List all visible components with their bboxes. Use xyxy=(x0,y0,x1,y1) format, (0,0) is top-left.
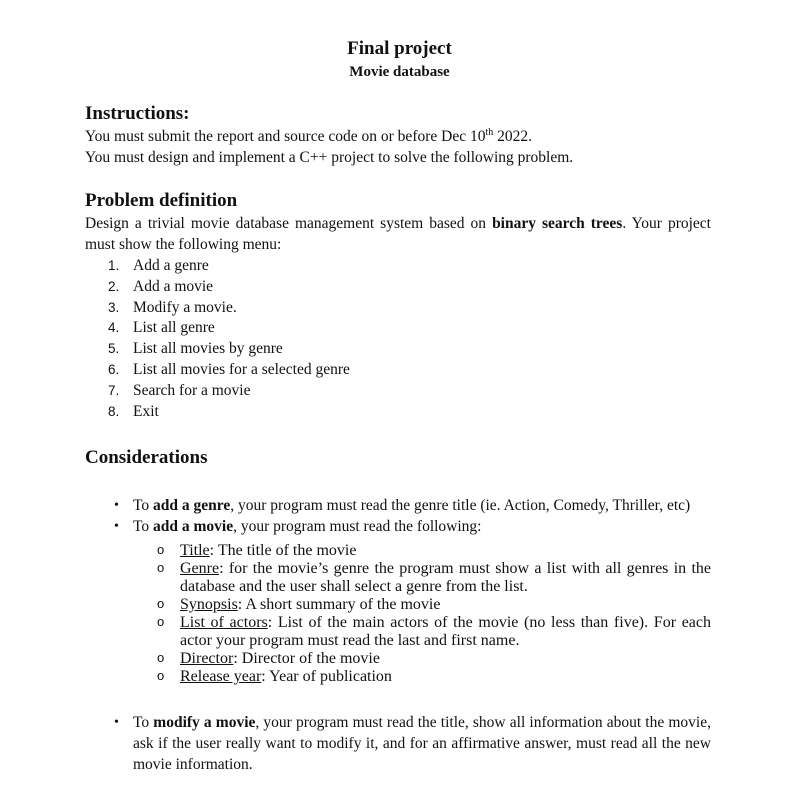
menu-item-label: Exit xyxy=(133,402,159,420)
bullet-icon: • xyxy=(114,498,119,513)
document-subtitle: Movie database xyxy=(349,64,450,80)
consideration-add-movie xyxy=(110,516,711,537)
menu-item-label: List all genre xyxy=(133,319,215,337)
menu-item-number: 7. xyxy=(108,382,120,398)
menu-item xyxy=(104,277,350,298)
consideration-modify-movie xyxy=(110,712,711,775)
problem-text xyxy=(85,213,711,255)
movie-field-text: : A short summary of the movie xyxy=(237,596,441,613)
consideration-text: , your program must read the genre title (ie. Action, Comedy, Thriller, etc) xyxy=(230,497,691,514)
considerations-list xyxy=(110,495,711,537)
sub-bullet-icon: o xyxy=(157,614,165,629)
movie-field xyxy=(156,650,711,668)
instructions-line-1-year: 2022. xyxy=(493,128,533,145)
sub-bullet-icon: o xyxy=(157,650,165,665)
menu-item xyxy=(104,256,350,277)
menu-item-number: 1. xyxy=(108,258,120,273)
consideration-text: To xyxy=(133,497,154,514)
ordinal-suffix: th xyxy=(485,126,494,138)
sub-bullet-icon: o xyxy=(157,542,165,557)
problem-text-start: Design a trivial movie database management system based on xyxy=(85,215,493,232)
consideration-text: , your program must read the following: xyxy=(233,518,482,535)
menu-item-label: Add a genre xyxy=(133,257,209,274)
document-title: Final project xyxy=(347,38,452,59)
menu-item xyxy=(104,360,350,381)
consideration-bold: add a movie xyxy=(153,518,234,535)
movie-field-text: : Year of publication xyxy=(261,668,392,685)
problem-text-bold: binary search trees xyxy=(492,215,623,232)
instructions-heading: Instructions: xyxy=(85,103,190,124)
consideration-add-genre xyxy=(110,495,711,516)
instructions-line-1 xyxy=(85,126,532,147)
movie-field xyxy=(156,560,711,596)
movie-field xyxy=(156,668,711,686)
considerations-heading: Considerations xyxy=(85,447,208,468)
menu-item-label: List all movies by genre xyxy=(133,340,283,358)
menu-item-number: 6. xyxy=(108,361,120,377)
menu-item-number: 3. xyxy=(108,299,120,315)
instructions-line-2: You must design and implement a C++ project to solve the following problem. xyxy=(85,149,574,166)
movie-field-term: Synopsis xyxy=(180,596,238,613)
menu-item-label: Add a movie xyxy=(133,277,214,295)
movie-field-text: : List of the main actors of the movie (no less than five). For each actor your program must read the last and first name. xyxy=(180,614,711,649)
movie-field xyxy=(156,596,711,614)
movie-field-term: List of actors xyxy=(180,614,268,631)
menu-item xyxy=(104,318,350,339)
movie-field-text: : for the movie’s genre the program must show a list with all genres in the database and the user shall select a genre from the list. xyxy=(180,560,711,595)
movie-field xyxy=(156,542,711,560)
sub-bullet-icon: o xyxy=(157,596,165,611)
consideration-bold: modify a movie xyxy=(153,714,256,731)
sub-bullet-icon: o xyxy=(157,560,165,575)
menu-item-label: List all movies for a selected genre xyxy=(133,360,350,378)
problem-text-end: . Your project must show the following menu: xyxy=(85,215,711,253)
menu-item-number: 8. xyxy=(108,403,120,419)
bullet-icon: • xyxy=(114,519,119,534)
menu-item-label: Search for a movie xyxy=(133,381,251,399)
menu-item xyxy=(104,381,350,402)
considerations-list-continued xyxy=(110,712,711,775)
menu-list xyxy=(104,256,350,422)
menu-item xyxy=(104,402,350,423)
menu-item xyxy=(104,339,350,360)
movie-field-text: : Director of the movie xyxy=(233,650,380,667)
bullet-icon: • xyxy=(114,715,119,730)
consideration-text: To xyxy=(133,714,154,731)
consideration-text: , your program must read the title, show all information about the movie, ask if the user really want to modify it, and for an affirmative answer, must read all the new movie information. xyxy=(133,714,711,773)
instructions-line-1-text: You must submit the report and source code on or before Dec 10 xyxy=(85,128,486,145)
movie-fields-list xyxy=(156,542,711,686)
menu-item xyxy=(104,298,350,319)
problem-heading: Problem definition xyxy=(85,190,238,211)
menu-item-number: 2. xyxy=(108,278,120,294)
consideration-bold: add a genre xyxy=(153,497,231,514)
menu-item-number: 5. xyxy=(108,341,120,357)
consideration-text: To xyxy=(133,518,154,535)
movie-field-term: Title xyxy=(180,542,210,559)
movie-field-term: Genre xyxy=(180,560,220,577)
movie-field-text: : The title of the movie xyxy=(209,542,357,559)
menu-item-number: 4. xyxy=(108,320,120,336)
movie-field-term: Release year xyxy=(180,668,262,685)
movie-field-term: Director xyxy=(180,650,234,667)
movie-field xyxy=(156,614,711,650)
sub-bullet-icon: o xyxy=(157,668,165,683)
menu-item-label: Modify a movie. xyxy=(133,298,237,316)
